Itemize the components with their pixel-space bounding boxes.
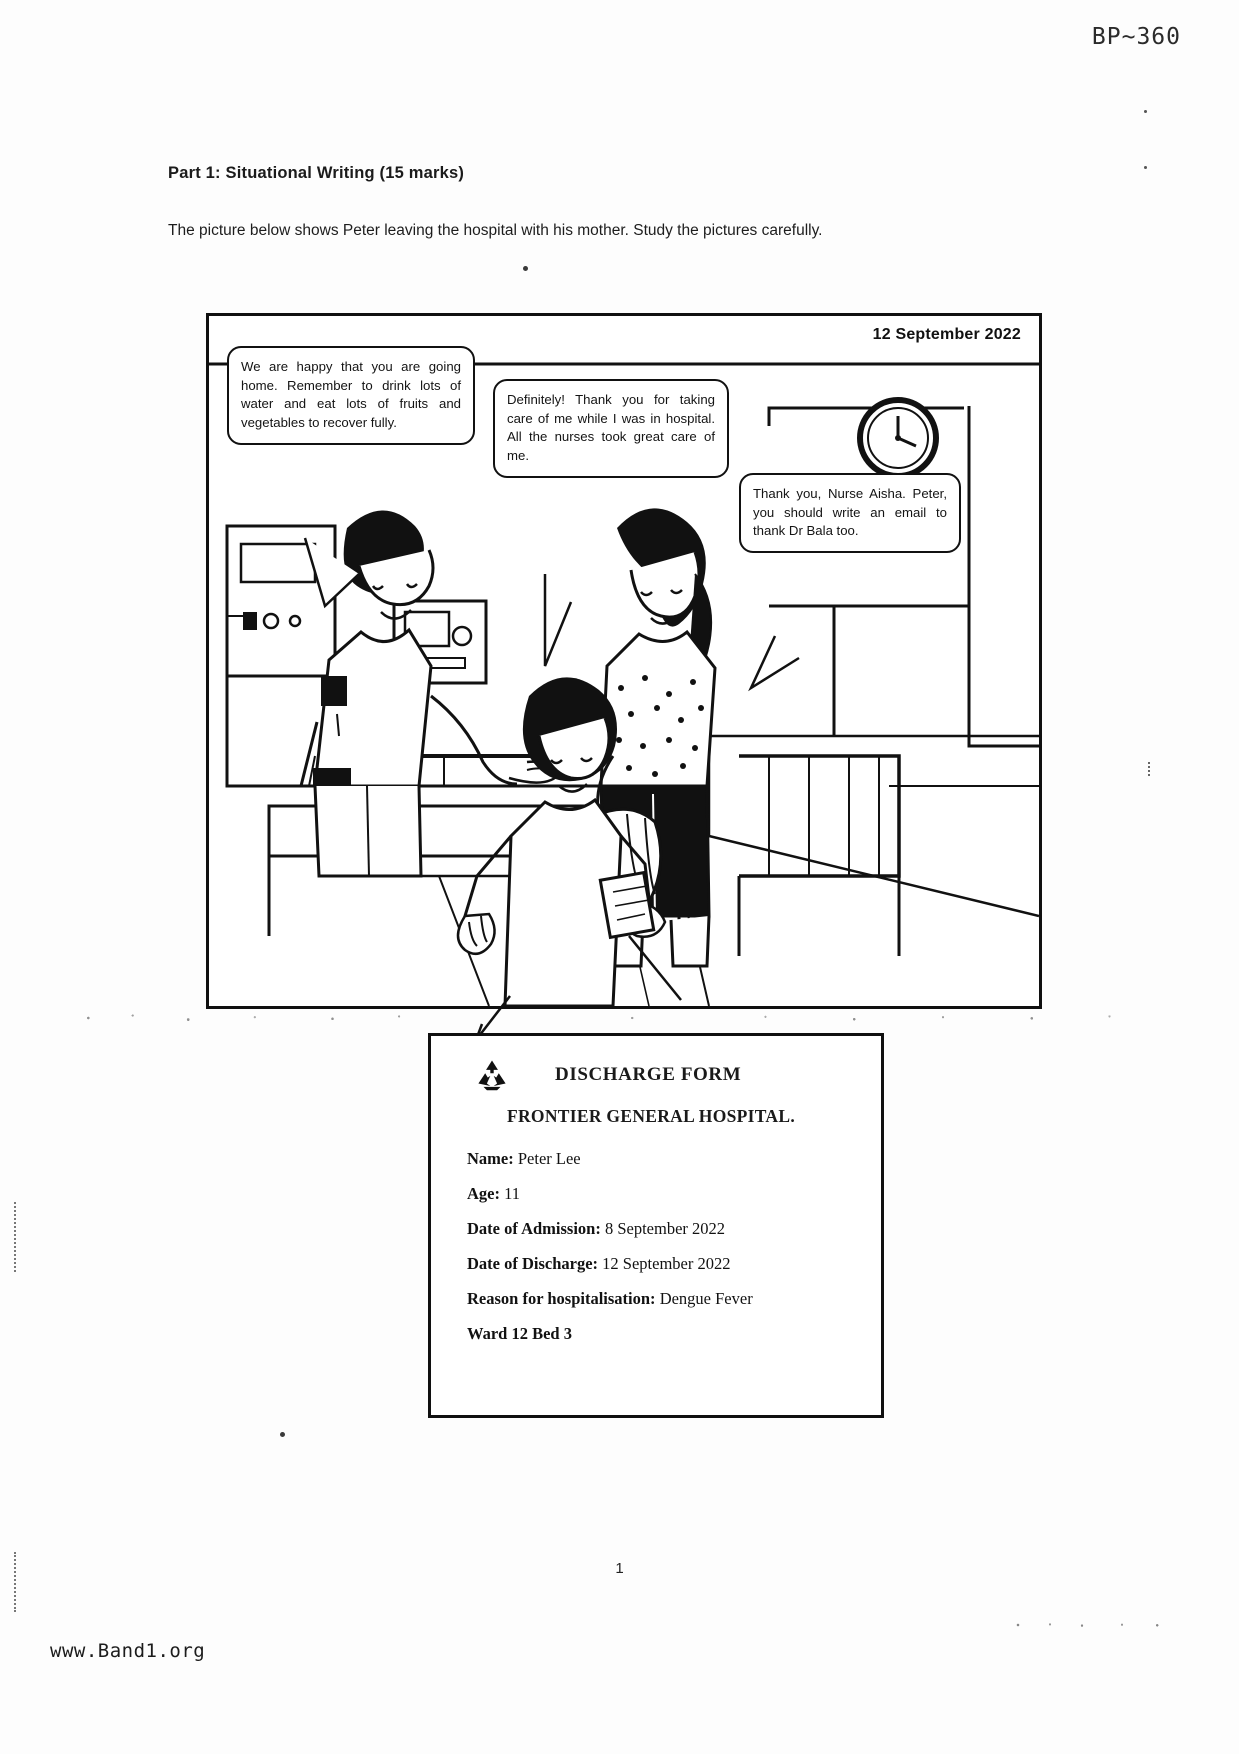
panel-date-label: 12 September 2022 <box>872 326 1021 343</box>
form-field-age <box>467 1184 855 1204</box>
footer-watermark: www.Band1.org <box>50 1640 206 1662</box>
scan-artifact-dot <box>1144 110 1147 113</box>
form-header <box>457 1058 855 1092</box>
instruction-text: The picture below shows Peter leaving the hospital with his mother. Study the pictures carefully. <box>168 222 823 239</box>
form-field-admission-date <box>467 1219 855 1239</box>
field-value: 12 September 2022 <box>602 1254 731 1273</box>
discharge-form <box>428 1033 884 1418</box>
page-title: Part 1: Situational Writing (15 marks) <box>168 164 465 182</box>
wall-clock <box>860 400 936 476</box>
field-label: Ward 12 Bed 3 <box>467 1324 572 1343</box>
comic-panel <box>206 313 1042 1009</box>
scan-artifact-dot <box>280 1432 285 1437</box>
hospital-logo-icon <box>475 1058 509 1092</box>
field-value: 8 September 2022 <box>604 1219 726 1238</box>
form-field-reason <box>467 1289 855 1309</box>
field-value: 11 <box>504 1184 520 1203</box>
form-field-discharge-date <box>467 1254 855 1274</box>
speech-bubble-peter: Definitely! Thank you for taking care of me while I was in hospital. All the nurses took great care of me. <box>493 379 729 478</box>
scan-artifact-dot <box>523 266 528 271</box>
scan-artifact-dots <box>1148 762 1153 776</box>
field-label: Date of Discharge: <box>467 1254 599 1273</box>
hospital-name: FRONTIER GENERAL HOSPITAL. <box>506 1106 795 1126</box>
field-label: Age: <box>467 1184 500 1203</box>
speech-bubble-nurse: We are happy that you are going home. Remember to drink lots of water and eat lots of fruits and vegetables to recover fully. <box>227 346 475 445</box>
field-value: Peter Lee <box>517 1149 581 1168</box>
field-label: Date of Admission: <box>467 1219 601 1238</box>
scan-artifact-dots <box>14 1202 16 1272</box>
form-title: DISCHARGE FORM <box>555 1064 742 1085</box>
paper-code: BP~360 <box>1091 24 1181 50</box>
page-number: 1 <box>615 1560 624 1577</box>
scan-artifact-dot <box>1144 166 1147 169</box>
form-field-list <box>457 1149 855 1344</box>
scan-artifact-band <box>55 1014 1165 1022</box>
field-label: Reason for hospitalisation: <box>467 1289 656 1308</box>
speech-bubble-mother: Thank you, Nurse Aisha. Peter, you should write an email to thank Dr Bala too. <box>739 473 961 553</box>
scan-artifact-band <box>1010 1622 1170 1628</box>
field-value: Dengue Fever <box>659 1289 753 1308</box>
form-field-name <box>467 1149 855 1169</box>
field-label: Name: <box>467 1149 514 1168</box>
form-field-ward-bed <box>467 1324 855 1344</box>
